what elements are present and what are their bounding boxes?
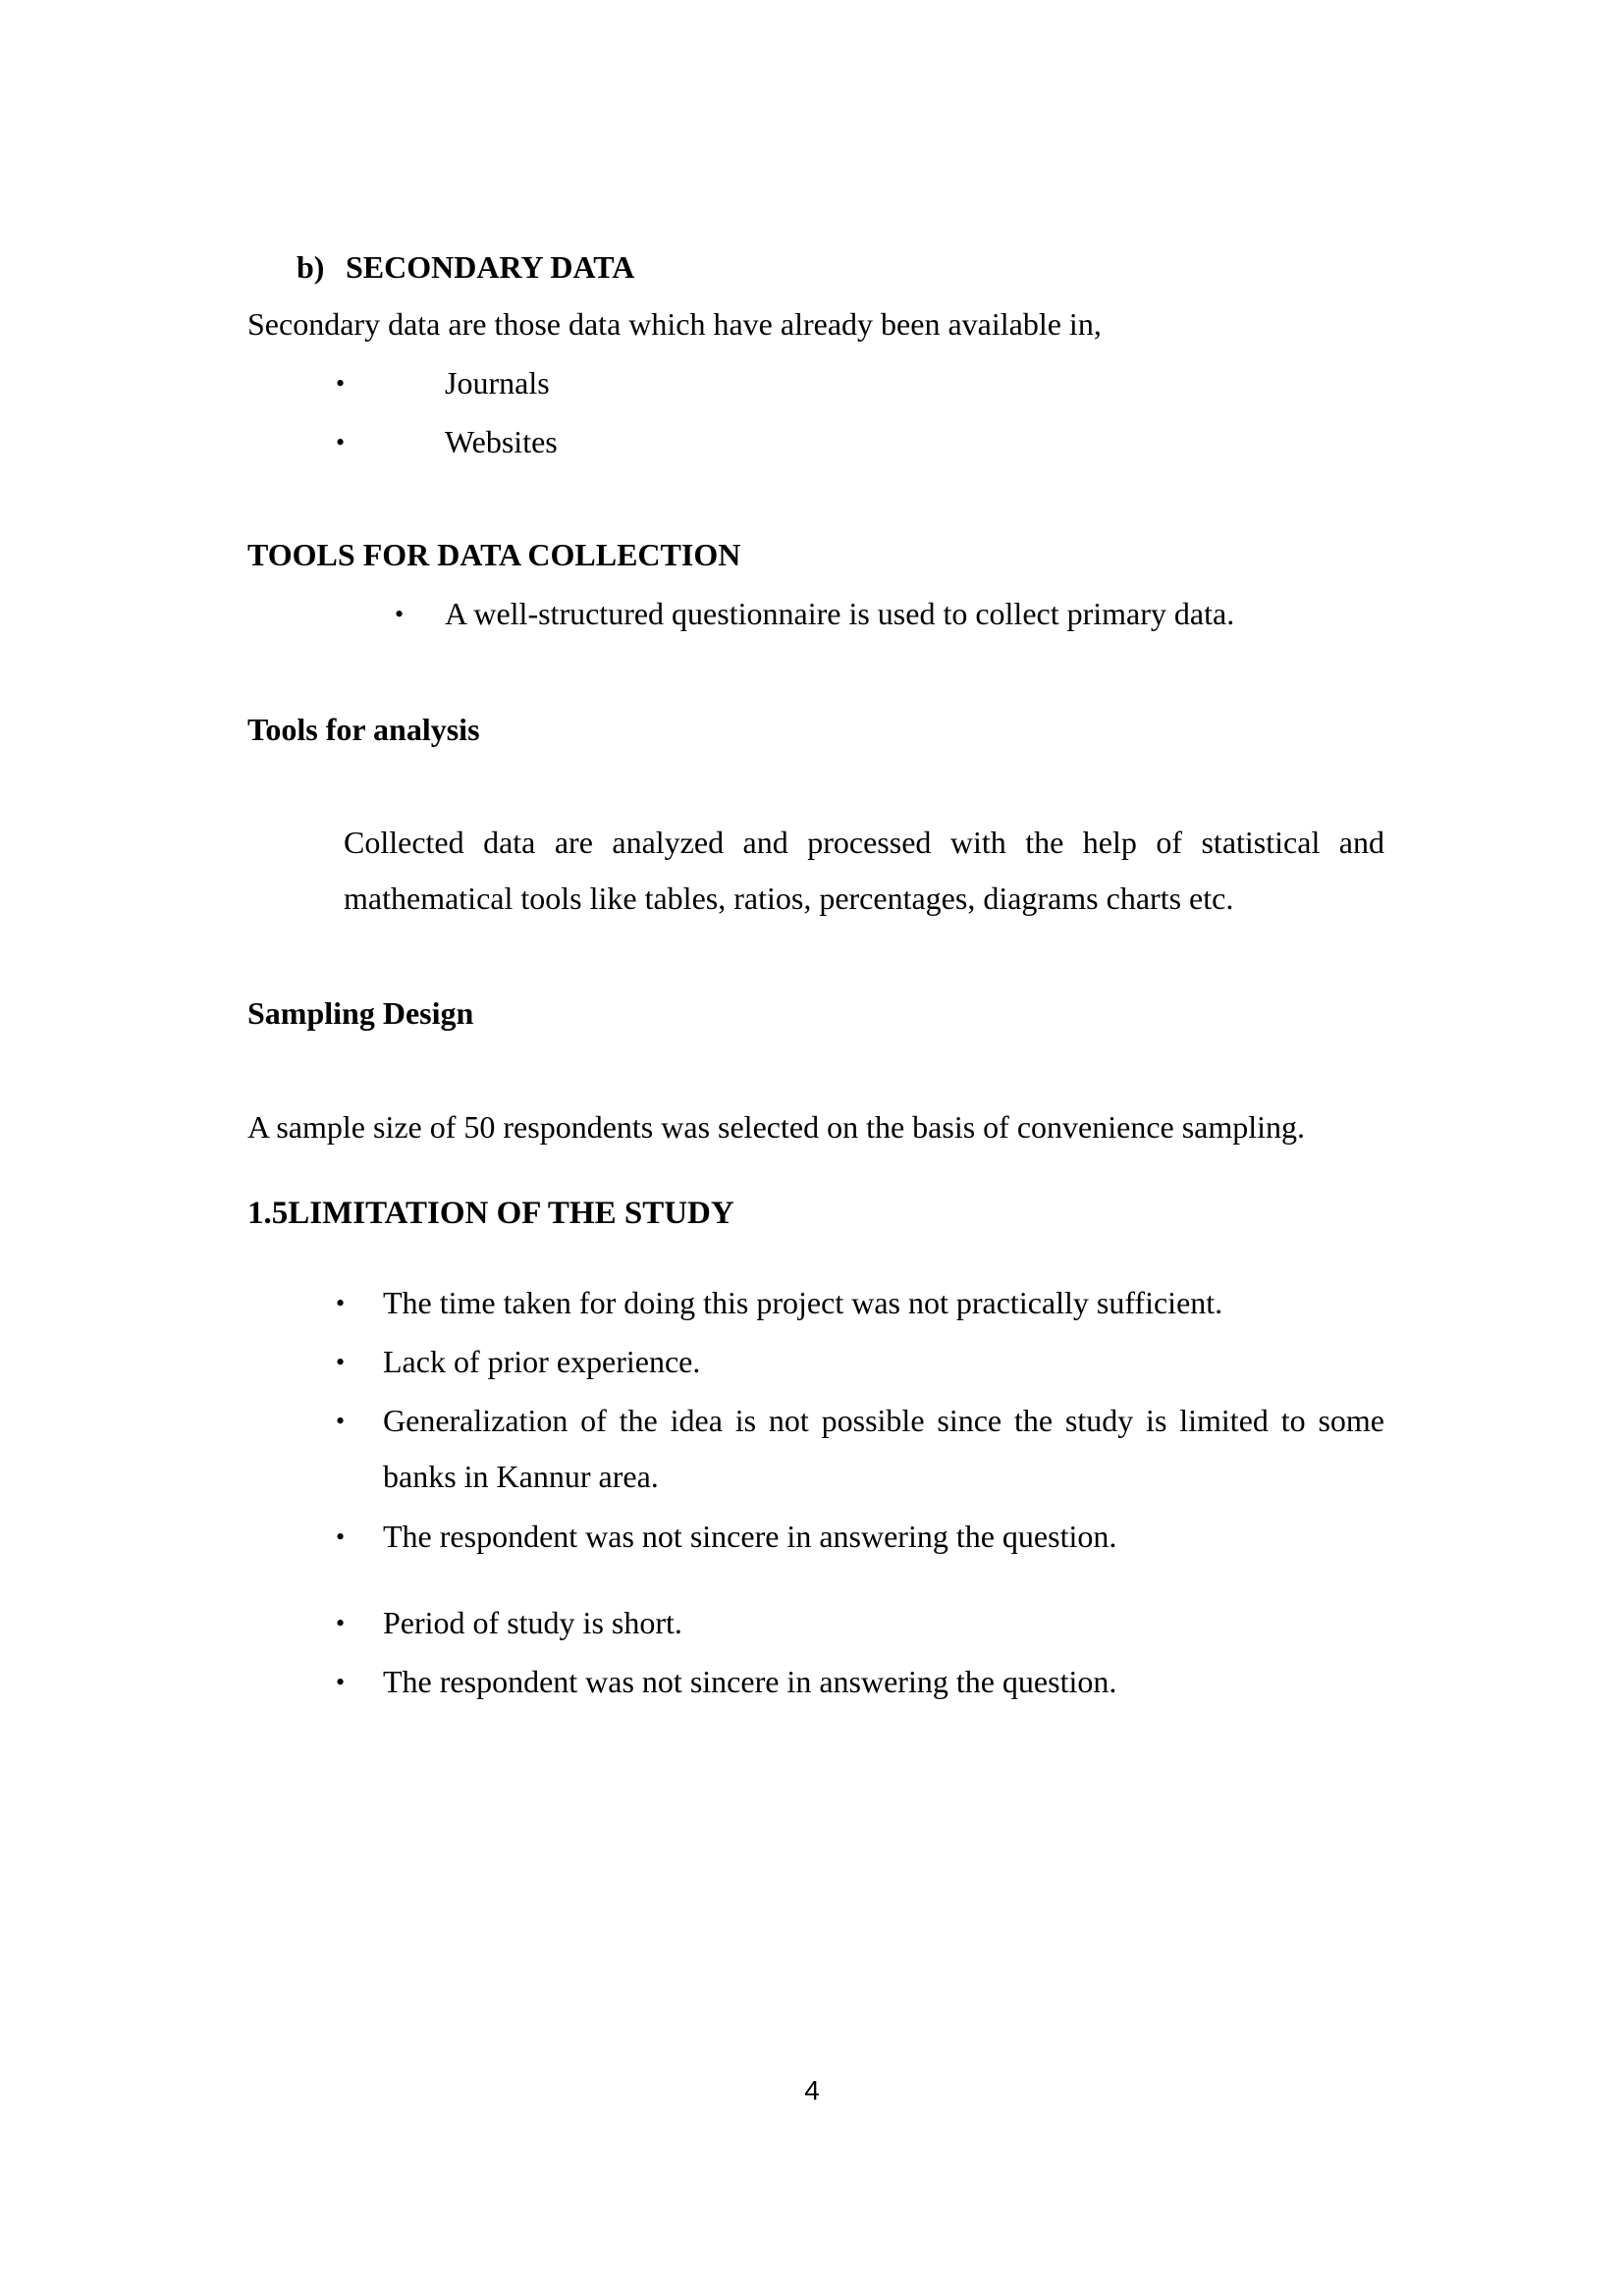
secondary-item-journals: Journals bbox=[445, 365, 550, 400]
limitation-item: Lack of prior experience. bbox=[383, 1344, 701, 1379]
sampling-design-heading: Sampling Design bbox=[247, 995, 474, 1031]
paragraph-line: Collected data are analyzed and processed with the help of statistical and bbox=[344, 825, 1384, 860]
tools-analysis-heading: Tools for analysis bbox=[247, 712, 480, 747]
limitation-heading: 1.5LIMITATION OF THE STUDY bbox=[247, 1196, 734, 1231]
limitation-item: The respondent was not sincere in answering the question. bbox=[383, 1519, 1117, 1554]
paragraph-line: mathematical tools like tables, ratios, percentages, diagrams charts etc. bbox=[344, 881, 1234, 916]
tools-collection-heading: TOOLS FOR DATA COLLECTION bbox=[247, 537, 741, 572]
bullet-icon: • bbox=[336, 1289, 346, 1317]
sampling-design-text: A sample size of 50 respondents was selected on the basis of convenience sampling. bbox=[247, 1109, 1306, 1145]
bullet-icon: • bbox=[336, 369, 346, 398]
secondary-data-heading: SECONDARY DATA bbox=[346, 249, 635, 285]
bullet-icon: • bbox=[336, 1668, 346, 1696]
bullet-icon: • bbox=[395, 600, 405, 628]
limitation-item: The time taken for doing this project was not practically sufficient. bbox=[383, 1285, 1223, 1320]
secondary-item-websites: Websites bbox=[445, 424, 558, 459]
bullet-icon: • bbox=[336, 1609, 346, 1637]
bullet-icon: • bbox=[336, 1348, 346, 1376]
limitation-item: The respondent was not sincere in answering the question. bbox=[383, 1664, 1117, 1699]
section-marker: b) bbox=[297, 249, 325, 285]
limitation-item-line: banks in Kannur area. bbox=[383, 1459, 659, 1494]
limitation-item bbox=[383, 1393, 1384, 1505]
bullet-icon: • bbox=[336, 1407, 346, 1435]
limitation-item-line: Generalization of the idea is not possible since the study is limited to some bbox=[383, 1403, 1384, 1438]
page-number: 4 bbox=[804, 2075, 820, 2106]
tools-collection-item: A well-structured questionnaire is used to collect primary data. bbox=[445, 596, 1235, 631]
secondary-data-intro: Secondary data are those data which have already been available in, bbox=[247, 306, 1102, 342]
bullet-icon: • bbox=[336, 1522, 346, 1551]
tools-analysis-paragraph bbox=[344, 815, 1384, 927]
bullet-icon: • bbox=[336, 428, 346, 456]
limitation-item: Period of study is short. bbox=[383, 1605, 682, 1640]
